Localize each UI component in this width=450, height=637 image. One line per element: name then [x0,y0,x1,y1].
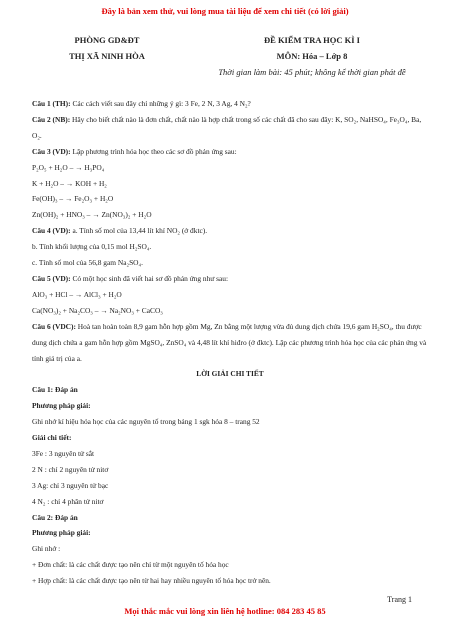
exam-title: ĐỀ KIỂM TRA HỌC KÌ I [264,35,360,45]
text-line [32,207,428,223]
line-text: 3Fe : 3 nguyên tử sắt [32,448,95,458]
line-label: Câu 2 (NB): [32,114,71,124]
text-line [32,223,428,239]
line-text: b. Tính khối lượng của 0,15 mol H₂SO₄. [32,242,152,252]
hotline-footer: Mọi thắc mắc vui lòng xin liên hệ hotline: 084 283 45 85 [124,606,326,616]
line-label: Câu 1: Đáp án [32,385,78,395]
subject-line: MÔN: Hóa – Lớp 8 [276,51,348,61]
section-heading: LỜI GIẢI CHI TIẾT [196,369,264,379]
line-text: Ghi nhớ kí hiệu hóa học của các nguyên tố trong bảng 1 sgk hóa 8 – trang 52 [32,417,260,427]
line-text: Ghi nhớ : [32,544,61,554]
line-text: Fe(OH)₃ – → Fe₂O₃ + H₂O [32,194,114,204]
text-line [32,494,428,510]
text-line [32,271,428,287]
text-line [32,160,428,176]
line-label: Câu 5 (VD): [32,273,71,283]
text-line [32,525,428,541]
line-text: K + H₂O – → KOH + H₂ [32,178,107,188]
line-label: Câu 3 (VD): [32,146,71,156]
text-line [32,398,428,414]
document-body [32,96,428,589]
text-line [32,96,428,112]
line-label: Câu 1 (TH): [32,99,71,108]
text-line [32,478,428,494]
text-line [32,510,428,526]
line-label: Phương pháp giải: [32,401,91,411]
line-text: Có một học sinh đã viết hai sơ đồ phản ứng như sau: [70,273,229,283]
line-label: Phương pháp giải: [32,528,91,538]
time-note: Thời gian làm bài: 45 phút; không kể thời gian phát đề [218,67,406,77]
text-line [32,303,428,319]
text-line [32,287,428,303]
line-label: Giải chi tiết: [32,433,72,443]
line-text: + Đơn chất: là các chất được tạo nên chỉ từ một nguyên tố hóa học [32,560,229,570]
preview-banner: Đây là bản xem thử, vui lòng mua tài liệu để xem chi tiết (có lời giải) [101,6,349,16]
line-text: a. Tính số mol của 13,44 lít khí NO₂ (ở đktc). [70,226,208,236]
line-text: AlO₃ + HCl – → AlCl₃ + H₂O [32,289,122,299]
text-line [32,382,428,398]
text-line [32,112,428,144]
page-number: Trang 1 [387,595,412,604]
header-left [32,32,182,64]
line-text: Lập phương trình hóa học theo các sơ đồ phản ứng sau: [70,146,237,156]
line-text: c. Tính số mol của 56,8 gam Na₂SO₄. [32,258,143,268]
line-text: 2 N : chỉ 2 nguyên tử nitơ [32,464,109,474]
line-text: 4 N₂ : chỉ 4 phân tử nitơ [32,496,104,506]
text-line [32,176,428,192]
text-line [32,541,428,557]
line-text: Hãy cho biết chất nào là đơn chất, chất nào là hợp chất trong số các chất đã cho sau đây: K, SO₂, NaHSO₄, Fe₃O₄, Ba, O₂. [32,114,422,140]
text-line [32,191,428,207]
town-name: THỊ XÃ NINH HÒA [69,51,145,61]
line-label: Câu 4 (VD): [32,226,71,236]
line-label: Câu 2: Đáp án [32,512,78,522]
text-line [32,255,428,271]
line-text: + Hợp chất: là các chất được tạo nên từ hai hay nhiều nguyên tố hóa học trở nên. [32,576,271,586]
line-text: Zn(OH)₂ + HNO₃ – → Zn(NO₃)₂ + H₂O [32,210,152,220]
text-line [32,573,428,589]
line-label: Câu 6 (VDC): [32,321,76,331]
text-line [32,557,428,573]
department-name: PHÒNG GD&ĐT [74,35,140,45]
line-text: P₂O₅ + H₂O – → H₃PO₄ [32,162,105,172]
text-line [32,144,428,160]
text-line [32,462,428,478]
line-text: Hoà tan hoàn toàn 8,9 gam hỗn hợp gồm Mg, Zn bằng một lượng vừa đủ dung dịch chứa 19,6 gam H₂SO₄, thu được dung dịch chứa a gam hỗn hợp gồm MgSO₄, ZnSO₄ và 4,48 lít khí hiđro (ở đktc). Lập các phương trình hóa học của các phản ứng và tính giá trị của a. [32,321,427,363]
header-right [192,32,432,80]
line-text: 3 Ag: chỉ 3 nguyên tử bạc [32,480,109,490]
text-line [32,430,428,446]
text-line [32,446,428,462]
line-text: Ca(NO₃)₂ + Na₂CO₃ – → Na₂NO₃ + CaCO₃ [32,305,163,315]
line-text: Các cách viết sau đây chỉ những ý gì: 3 Fe, 2 N, 3 Ag, 4 N₂? [70,99,251,108]
text-line [32,239,428,255]
text-line [32,414,428,430]
text-line [32,319,428,367]
